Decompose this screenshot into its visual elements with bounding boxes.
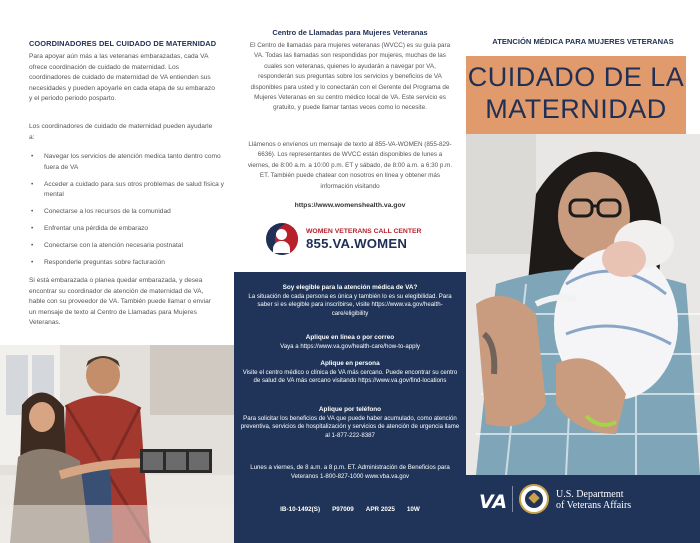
- va-seal-icon: [519, 484, 549, 514]
- womens-health-link[interactable]: https://www.womenshealth.va.gov: [294, 202, 406, 209]
- coordinators-intro: Para apoyar aún más a las veteranas embarazadas, cada VA ofrece coordinación de cuidado de maternidad. Los coordinadores de cuidado de maternidad de VA entienden sus necesidades y pueden apoyarle en cada etapa de su embarazo y el periodo periodo posparto.: [29, 53, 215, 103]
- apply-online-heading: Aplique en línea o por correo: [305, 334, 395, 341]
- mother-newborn-photo: [466, 134, 700, 475]
- cover-panel: [466, 0, 700, 543]
- apply-in-person-heading: Aplique en persona: [320, 360, 380, 367]
- logo-phone: 855.VA.WOMEN: [306, 236, 408, 251]
- cover-title-line2: MATERNIDAD: [485, 94, 667, 124]
- women-veterans-logo-icon: [266, 223, 298, 255]
- list-item: • Conectarse con la atención necesaria postnatal: [29, 241, 224, 252]
- coordinator-services-list: [29, 152, 224, 275]
- benefits-hours-body: Lunes a viernes, de 8 a.m. a 8 p.m. ET. Administración de Beneficios para Veteranos 1-800-827-1000 www.vba.va.gov: [250, 464, 450, 480]
- list-item: • Enfrentar una pérdida de embarazo: [29, 224, 224, 235]
- apply-in-person-block: [240, 360, 460, 386]
- list-item: • Acceder a cuidado para sus otros problemas de salud física y mental: [29, 180, 224, 201]
- cover-title-line1: CUIDADO DE LA: [467, 62, 685, 92]
- middle-panel: [234, 0, 466, 543]
- eligibility-heading: Soy elegible para la atención médica de VA?: [282, 284, 418, 291]
- va-logo: VA: [479, 491, 508, 513]
- coordinators-help-intro: Los coordinadores de cuidado de maternidad pueden ayudarle a:: [29, 123, 213, 141]
- eligibility-block: [240, 284, 460, 318]
- cover-title-band: [466, 56, 686, 134]
- va-footer: [466, 475, 700, 543]
- department-name-line1: U.S. Department: [556, 489, 624, 500]
- couple-photo: [0, 345, 234, 543]
- call-center-contact-info: Llámenos o envíenos un mensaje de texto al 855-VA-WOMEN (855-829-6636). Los representantes de WVCC están disponibles de lunes a viernes, de 8:00 a.m. a 10:00 p.m. ET y sábado, de 8:00 a.m. a 6:30 p.m. ET. También puede chatear con nosotros en línea y obtener más información visitando: [247, 141, 453, 190]
- apply-by-phone-block: [240, 406, 460, 440]
- mother-newborn-illustration: [466, 134, 700, 475]
- publication-code: 10W: [406, 506, 420, 513]
- benefits-hours-block: [240, 464, 460, 481]
- left-panel: [0, 0, 234, 543]
- eligibility-section: [234, 272, 466, 543]
- list-item: • Conectarse a los recursos de la comunidad: [29, 207, 224, 218]
- call-center-heading: Centro de Llamadas para Mujeres Veteranas: [272, 28, 428, 37]
- publication-code: P97009: [332, 506, 354, 513]
- cover-supertitle: ATENCIÓN MÉDICA PARA MUJERES VETERANAS: [492, 37, 674, 46]
- call-center-section: [234, 0, 466, 272]
- department-name-line2: of Veterans Affairs: [556, 500, 632, 511]
- find-coordinator-text: Si está embarazada o planea quedar embarazada, y desea encontrar su coordinador de atención de maternidad de VA, hable con su proveedor de VA. También puede llamar o enviar un mensaje de texto al Centro de Llamadas para Mujeres Veteranas.: [29, 277, 211, 327]
- eligibility-body: La situación de cada persona es única y también lo es su elegibilidad. Para saber si es elegible para inscribirse, visite https://www.va.gov/health-care/eligibility: [248, 292, 452, 317]
- apply-online-body: Vaya a https://www.va.gov/health-care/how-to-apply: [280, 342, 420, 350]
- list-item: • Navegar los servicios de atención medica tanto dentro como fuera de VA: [29, 152, 224, 173]
- call-center-description: El Centro de llamadas para mujeres veteranas (WVCC) es su guía para VA. Todas las llamadas son respondidas por mujeres, muchas de las cuales son veteranas, quienes lo ayudarán a navegar por VA, responderán sus preguntas sobre los servicios y beneficios de VA disponibles para usted y lo conectarán con el Gerente del Programa de Mujeres Veteranas en su centro médico local de VA. Este servicio es gratuito, y puede llamar tantas veces como lo necesite.: [249, 42, 451, 112]
- call-center-logo: [266, 223, 436, 255]
- maternity-coordinators-heading: COORDINADORES DEL CUIDADO DE MATERNIDAD: [29, 39, 217, 48]
- couple-ultrasound-illustration: [0, 345, 234, 543]
- logo-tagline: WOMEN VETERANS CALL CENTER: [306, 228, 422, 235]
- apply-by-phone-body: Para solicitar los beneficios de VA que puede haber acumulado, como atención preventiva, servicios de hospitalización y servicios de atención de urgencia llame al 1-877-222-8387: [240, 414, 460, 439]
- publication-code: IB-10-1492(S): [280, 506, 321, 513]
- apply-by-phone-heading: Aplique por teléfono: [318, 406, 382, 413]
- publication-codes: [234, 506, 466, 513]
- apply-online-block: [240, 334, 460, 351]
- apply-in-person-body: Visite el centro médico o clínica de VA más cercano. Puede encontrar su centro de salud de VA más cercano visitando https://www.va.gov/find-locations: [242, 368, 458, 385]
- publication-date: APR 2025: [365, 506, 395, 513]
- footer-divider: [512, 486, 513, 512]
- list-item: • Responderle preguntas sobre facturación: [29, 258, 224, 269]
